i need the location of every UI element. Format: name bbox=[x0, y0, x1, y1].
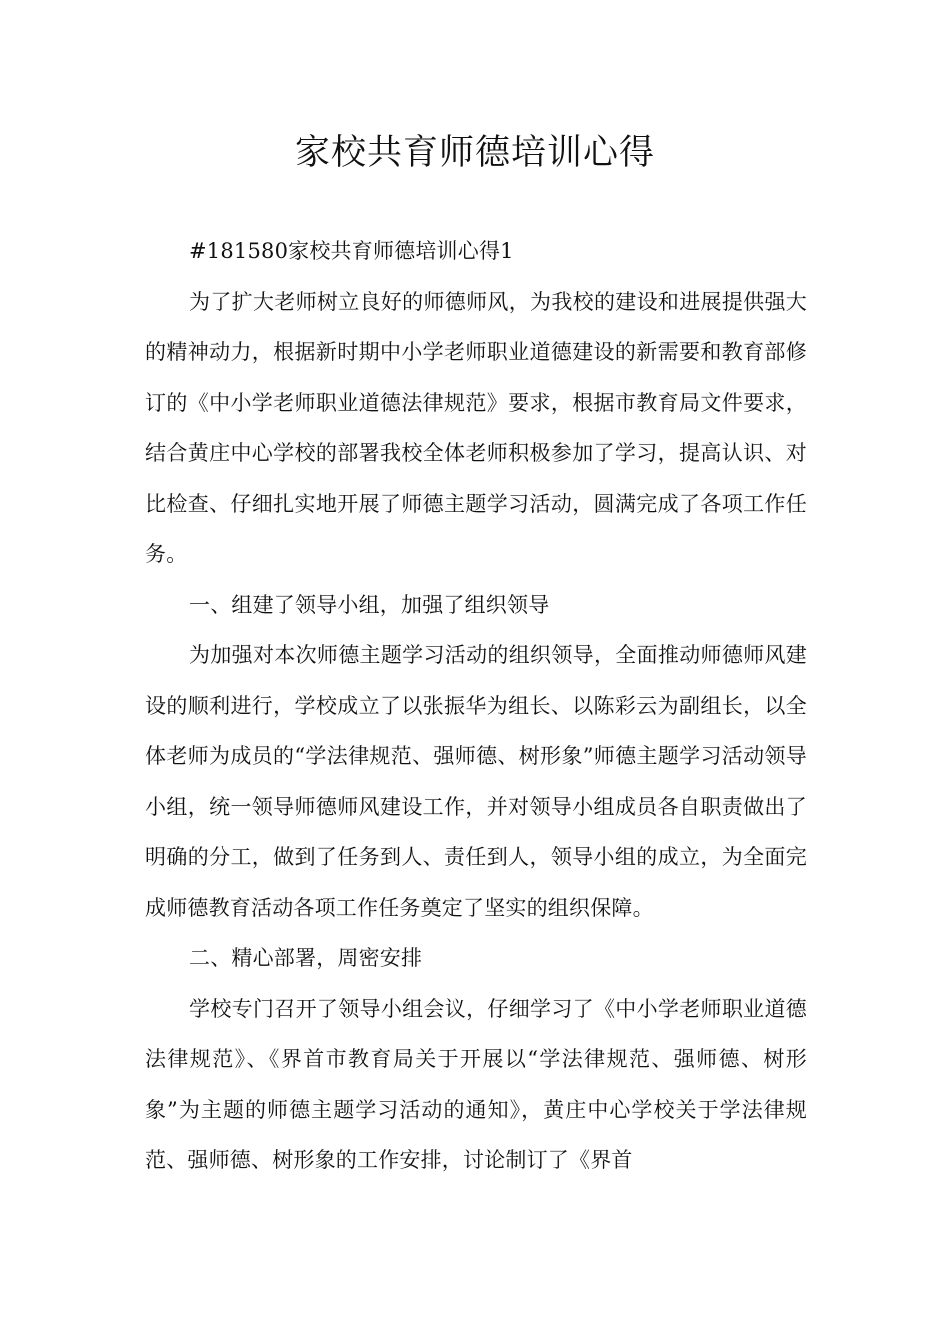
document-title: 家校共育师德培训心得 bbox=[294, 133, 655, 173]
heading-line: #181580家校共育师德培训心得1 bbox=[189, 239, 514, 263]
section-heading: 二、精心部署，周密安排 bbox=[189, 946, 423, 970]
section-heading: 一、组建了领导小组，加强了组织领导 bbox=[189, 592, 550, 617]
paragraph: 学校专门召开了领导小组会议，仔细学习了《中小学老师职业道德法律规范》、《界首市教育局关于开展以“学法律规范、强师德、树形象”为主题的师德主题学习活动的通知》，黄庄中心学校关于学法律规范、强师德、树形象的工作安排，讨论制订了《界首 bbox=[145, 996, 807, 1172]
paragraph: 为了扩大老师树立良好的师德师风，为我校的建设和进展提供强大的精神动力，根据新时期中小学老师职业道德建设的新需要和教育部修订的《中小学老师职业道德法律规范》要求，根据市教育局文件要求，结合黄庄中心学校的部署我校全体老师积极参加了学习，提高认识、对比检查、仔细扎实地开展了师德主题学习活动，圆满完成了各项工作任务。 bbox=[145, 289, 807, 566]
paragraph: 为加强对本次师德主题学习活动的组织领导，全面推动师德师风建设的顺利进行，学校成立了以张振华为组长、以陈彩云为副组长，以全体老师为成员的“学法律规范、强师德、树形象”师德主题学习活动领导小组，统一领导师德师风建设工作，并对领导小组成员各自职责做出了明确的分工，做到了任务到人、责任到人，领导小组的成立，为全面完成师德教育活动各项工作任务奠定了坚实的组织保障。 bbox=[145, 643, 807, 920]
document-body bbox=[145, 226, 807, 1186]
